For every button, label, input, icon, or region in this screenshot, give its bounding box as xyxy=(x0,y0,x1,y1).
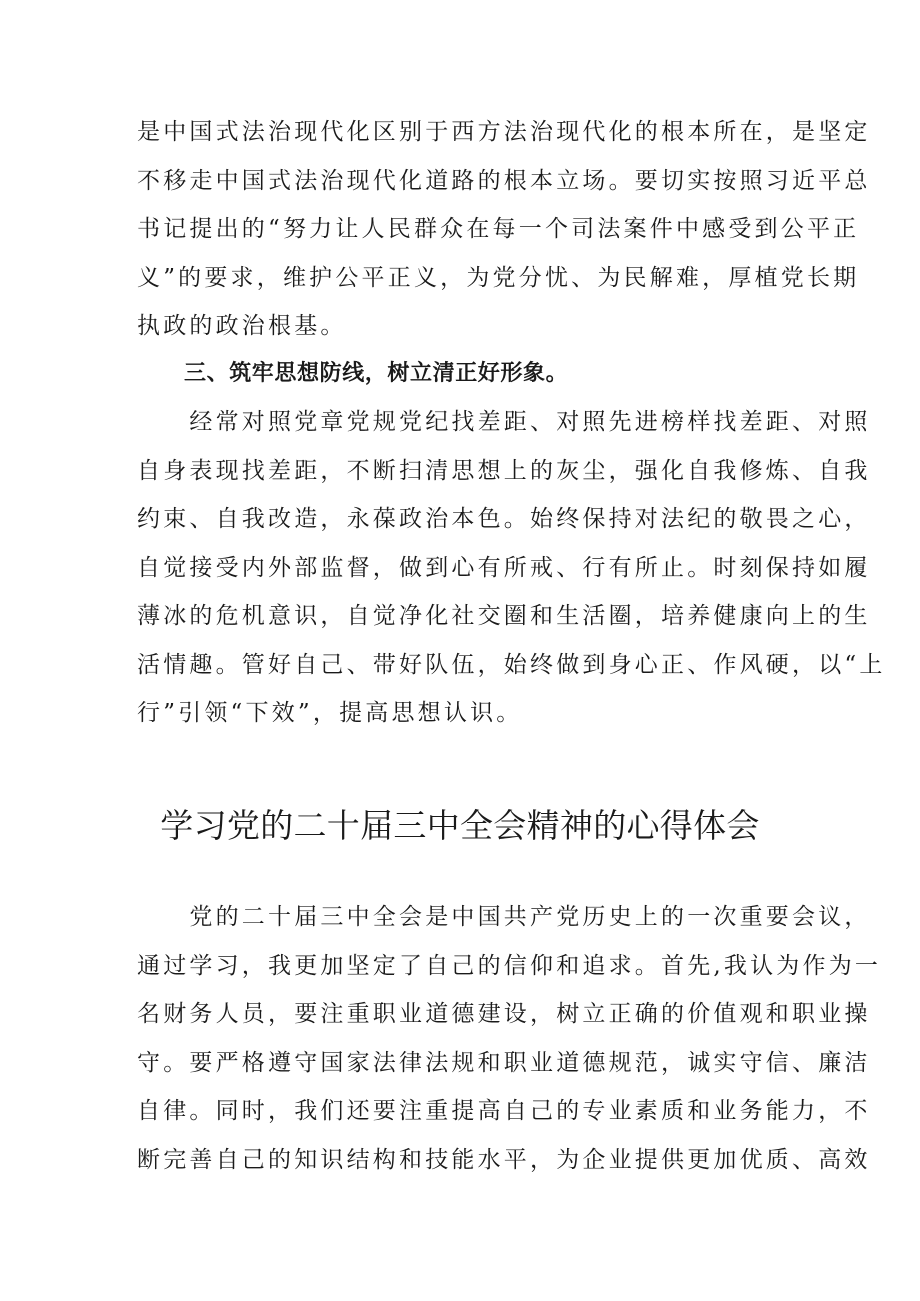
paragraph-line: 党的二十届三中全会是中国共产党历史上的一次重要会议， xyxy=(137,904,871,930)
paragraph-line: 是中国式法治现代化区别于西方法治现代化的根本所在，是坚定 xyxy=(137,119,871,145)
section-heading: 三、筑牢思想防线，树立清正好形象。 xyxy=(184,361,569,386)
paragraph-rule-of-law xyxy=(137,108,871,351)
paragraph-line: 守。要严格遵守国家法律法规和职业道德规范，诚实守信、廉洁 xyxy=(137,1049,871,1076)
paragraph-ideological-defense xyxy=(137,398,886,738)
paragraph-line: 活情趣。管好自己、带好队伍，始终做到身心正、作风硬，以“上 xyxy=(137,651,886,678)
paragraph-line: 经常对照党章党规党纪找差距、对照先进榜样找差距、对照 xyxy=(137,409,871,435)
paragraph-line: 断完善自己的知识结构和技能水平，为企业提供更加优质、高效 xyxy=(137,1146,871,1173)
paragraph-line: 自觉接受内外部监督，做到心有所戒、行有所止。时刻保持如履 xyxy=(137,554,871,581)
paragraph-line: 行”引领“下效”，提高思想认识。 xyxy=(137,700,523,726)
paragraph-line: 执政的政治根基。 xyxy=(137,313,347,339)
paragraph-line: 义”的要求，维护公平正义，为党分忧、为民解难，厚植党长期 xyxy=(137,264,860,291)
paragraph-line: 名财务人员，要注重职业道德建设，树立正确的价值观和职业操 xyxy=(137,1001,871,1027)
paragraph-line: 不移走中国式法治现代化道路的根本立场。要切实按照习近平总 xyxy=(137,167,871,194)
paragraph-line: 薄冰的危机意识，自觉净化社交圈和生活圈，培养健康向上的生 xyxy=(137,603,871,629)
paragraph-line: 约束、自我改造，永葆政治本色。始终保持对法纪的敬畏之心， xyxy=(137,506,871,532)
article-title: 学习党的二十届三中全会精神的心得体会 xyxy=(160,806,760,845)
paragraph-line: 自身表现找差距，不断扫清思想上的灰尘，强化自我修炼、自我 xyxy=(137,457,871,484)
paragraph-line: 通过学习，我更加坚定了自己的信仰和追求。首先,我认为作为一 xyxy=(137,952,882,979)
paragraph-plenum-reflection xyxy=(137,893,882,1184)
paragraph-line: 自律。同时，我们还要注重提高自己的专业素质和业务能力，不 xyxy=(137,1098,871,1124)
paragraph-line: 书记提出的“努力让人民群众在每一个司法案件中感受到公平正 xyxy=(137,216,860,242)
